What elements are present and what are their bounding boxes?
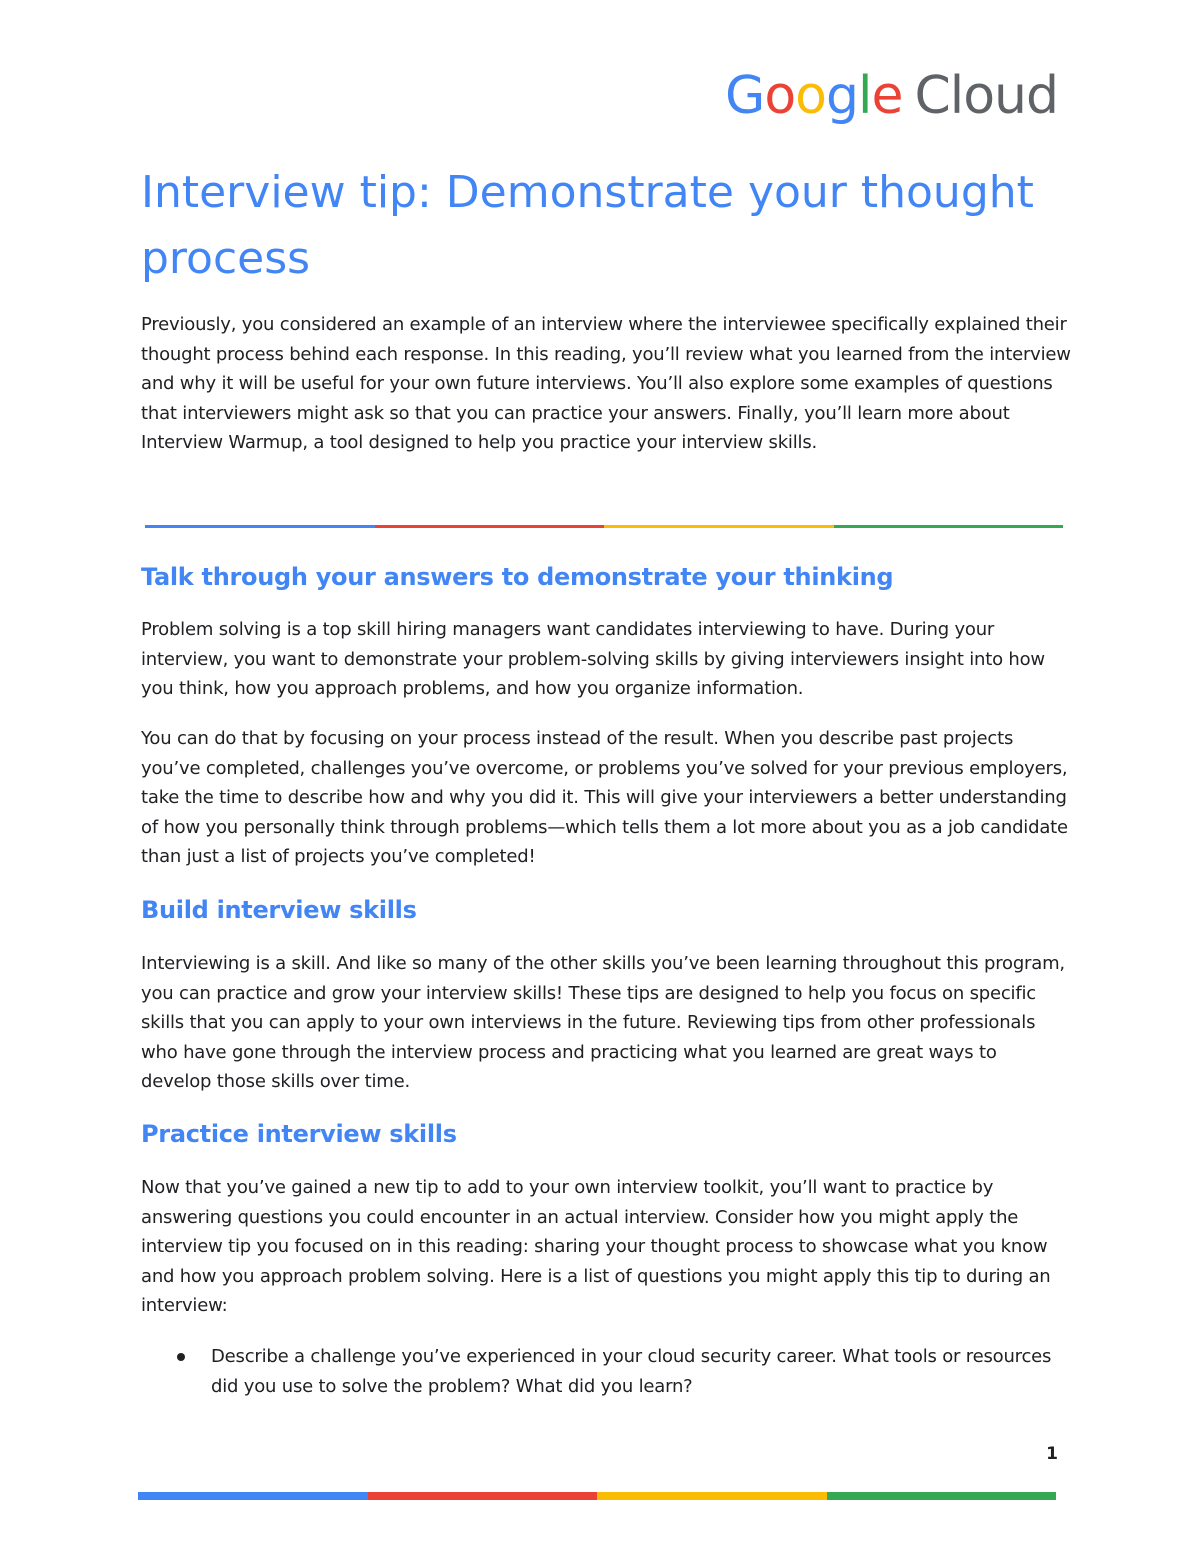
section-paragraph: Now that you’ve gained a new tip to add to your own interview toolkit, you’ll want to practice by answering questions you could encounter in an actual interview. Consider how you might apply the interview tip you focused on in this reading: sharing your thought process to showcase what you know and how you approach problem solving. Here is a list of questions you might apply this tip to during an interview: [141, 1177, 1051, 1317]
divider-segment-yellow [604, 525, 834, 528]
page-title: Interview tip: Demonstrate your thought process [141, 167, 1034, 284]
logo-letter: G [725, 66, 765, 126]
section-heading-build-skills: Build interview skills [141, 896, 417, 924]
logo-letter: l [858, 66, 872, 126]
google-cloud-logo [725, 66, 1058, 126]
page-number: 1 [1046, 1444, 1058, 1464]
footer-segment-yellow [597, 1492, 827, 1500]
footer-segment-blue [138, 1492, 368, 1500]
question-list [141, 1342, 1071, 1401]
section-heading-talk-through: Talk through your answers to demonstrate your thinking [141, 563, 894, 591]
logo-letter: e [871, 66, 903, 126]
list-item [141, 1342, 1071, 1401]
divider-segment-red [375, 525, 605, 528]
color-divider [145, 525, 1063, 528]
divider-segment-green [834, 525, 1064, 528]
section-paragraph: You can do that by focusing on your process instead of the result. When you describe past projects you’ve completed, challenges you’ve overcome, or problems you’ve solved for your previous employers, take the time to describe how and why you did it. This will give your interviewers a better understanding of how you personally think through problems—which tells them a lot more about you as a job candidate than just a list of projects you’ve completed! [141, 728, 1068, 868]
logo-letter: g [825, 66, 858, 126]
footer-color-bar [138, 1492, 1056, 1500]
section-paragraph: Interviewing is a skill. And like so many of the other skills you’ve been learning throughout this program, you can practice and grow your interview skills! These tips are designed to help you focus on specific skills that you can apply to your own interviews in the future. Reviewing tips from other professionals who have gone through the interview process and practicing what you learned are great ways to develop those skills over time. [141, 953, 1065, 1093]
logo-cloud-word: Cloud [914, 66, 1058, 126]
logo-letter: o [795, 66, 826, 126]
footer-segment-red [368, 1492, 598, 1500]
logo-letter: o [764, 66, 796, 126]
bullet-dot-icon [177, 1353, 185, 1361]
divider-segment-blue [145, 525, 375, 528]
list-item-text: Describe a challenge you’ve experienced in your cloud security career. What tools or resources did you use to solve the problem? What did you learn? [211, 1346, 1052, 1397]
intro-paragraph: Previously, you considered an example of an interview where the interviewee specifically explained their thought process behind each response. In this reading, you’ll review what you learned from the interview and why it will be useful for your own future interviews. You’ll also explore some examples of questions that interviewers might ask so that you can practice your answers. Finally, you’ll learn more about Interview Warmup, a tool designed to help you practice your interview skills. [141, 314, 1071, 454]
section-heading-practice-skills: Practice interview skills [141, 1120, 457, 1148]
section-paragraph: Problem solving is a top skill hiring managers want candidates interviewing to have. During your interview, you want to demonstrate your problem-solving skills by giving interviewers insight into how you think, how you approach problems, and how you organize information. [141, 619, 1045, 700]
footer-segment-green [827, 1492, 1057, 1500]
